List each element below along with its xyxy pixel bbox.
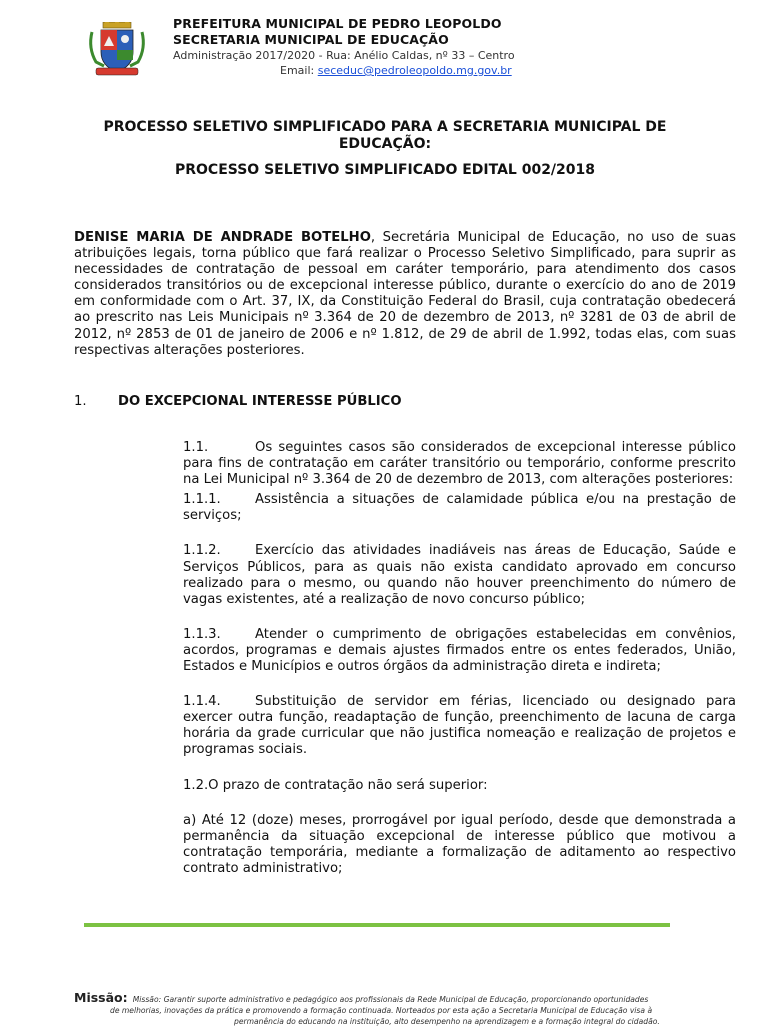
signatory-name: DENISE MARIA DE ANDRADE BOTELHO (74, 230, 371, 245)
mission-label: Missão: (74, 990, 128, 1005)
intro-paragraph (74, 230, 736, 359)
list-item (183, 492, 736, 524)
title-line-1: PROCESSO SELETIVO SIMPLIFICADO PARA A SECRETARIA MUNICIPAL DE EDUCAÇÃO: (103, 119, 666, 152)
list-item (183, 694, 736, 758)
letterhead (173, 16, 733, 78)
title-line-2: PROCESSO SELETIVO SIMPLIFICADO EDITAL 002/2018 (74, 162, 696, 179)
item-number: 1.1.4. (183, 694, 255, 710)
mission-line-3: permanência do educando na instituição, alto desempenho na aprendizagem e a formação integral do cidadão. (74, 1017, 694, 1027)
list-item (183, 813, 736, 877)
email-link[interactable]: seceduc@pedroleopoldo.mg.gov.br (318, 64, 512, 77)
municipal-crest-logo (86, 22, 148, 78)
item-text: Atender o cumprimento de obrigações estabelecidas em convênios, acordos, programas e demais ajustes firmados entre os entes federados, União, Estados e Municípios e outros órgãos da administração direta e indireta; (183, 627, 736, 674)
document-title (74, 119, 696, 179)
section-number: 1. (74, 394, 118, 409)
item-text: Os seguintes casos são considerados de excepcional interesse público para fins de contratação em caráter transitório ou temporário, conforme prescrito na Lei Municipal nº 3.364 de 20 de dezembro de 2013, com alterações posteriores: (183, 440, 736, 487)
item-number: 1.1. (183, 440, 255, 456)
address-line: Administração 2017/2020 - Rua: Anélio Caldas, nº 33 – Centro (173, 48, 733, 63)
email-line (173, 63, 733, 78)
item-text: Assistência a situações de calamidade pública e/ou na prestação de serviços; (183, 492, 736, 523)
section-items (183, 440, 736, 877)
item-text: Exercício das atividades inadiáveis nas áreas de Educação, Saúde e Serviços Públicos, para as quais não exista candidato aprovado em concurso realizado para o mesmo, ou quando não houver preenchimento do número de vagas existentes, até a realização de novo concurso público; (183, 543, 736, 606)
mission-line-1: Missão: Garantir suporte administrativo e pedagógico aos profissionais da Rede Municipal de Educação, proporcionando oportunidades (133, 995, 649, 1004)
list-item (183, 440, 736, 488)
list-item (183, 778, 736, 794)
intro-text: , Secretária Municipal de Educação, no uso de suas atribuições legais, torna público que fará realizar o Processo Seletivo Simplificado, para suprir as necessidades de contratação de pessoal em caráter temporário, para atendimento dos casos considerados transitórios ou de excepcional interesse público, durante o exercício do ano de 2019 em conformidade com o Art. 37, IX, da Constituição Federal do Brasil, cuja contratação obedecerá ao prescrito nas Leis Municipais nº 3.364 de 20 de dezembro de 2013, nº 3281 de 03 de abril de 2012, nº 2853 de 01 de janeiro de 2006 e nº 1.812, de 29 de abril de 1.992, todas elas, com suas respectivas alterações posteriores. (74, 230, 736, 358)
footer-divider (84, 923, 670, 927)
municipality-name: PREFEITURA MUNICIPAL DE PEDRO LEOPOLDO (173, 16, 733, 32)
mission-footer (74, 987, 694, 1027)
item-text: a) Até 12 (doze) meses, prorrogável por igual período, desde que demonstrada a permanência da situação excepcional de interesse público que motivou a contratação temporária, mediante a formalização de aditamento ao respectivo contrato administrativo; (183, 813, 736, 876)
item-number: 1.1.2. (183, 543, 255, 559)
item-number: 1.1.3. (183, 627, 255, 643)
section-title: DO EXCEPCIONAL INTERESSE PÚBLICO (118, 394, 402, 409)
item-number: 1.1.1. (183, 492, 255, 508)
item-text: 1.2.O prazo de contratação não será superior: (183, 778, 488, 793)
email-label: Email: (280, 64, 318, 77)
section-heading (74, 394, 402, 409)
list-item (183, 543, 736, 607)
list-item (183, 627, 736, 675)
item-text: Substituição de servidor em férias, licenciado ou designado para exercer outra função, readaptação de função, preenchimento de lacuna de carga horária da grade curricular que não justifica nomeação e realização de projetos e programas sociais. (183, 694, 736, 757)
mission-line-2: de melhorias, inovações da prática e promovendo a formação continuada. Norteados por esta ação a Secretaria Municipal de Educação visa à (74, 1006, 694, 1017)
secretariat-name: SECRETARIA MUNICIPAL DE EDUCAÇÃO (173, 32, 733, 48)
